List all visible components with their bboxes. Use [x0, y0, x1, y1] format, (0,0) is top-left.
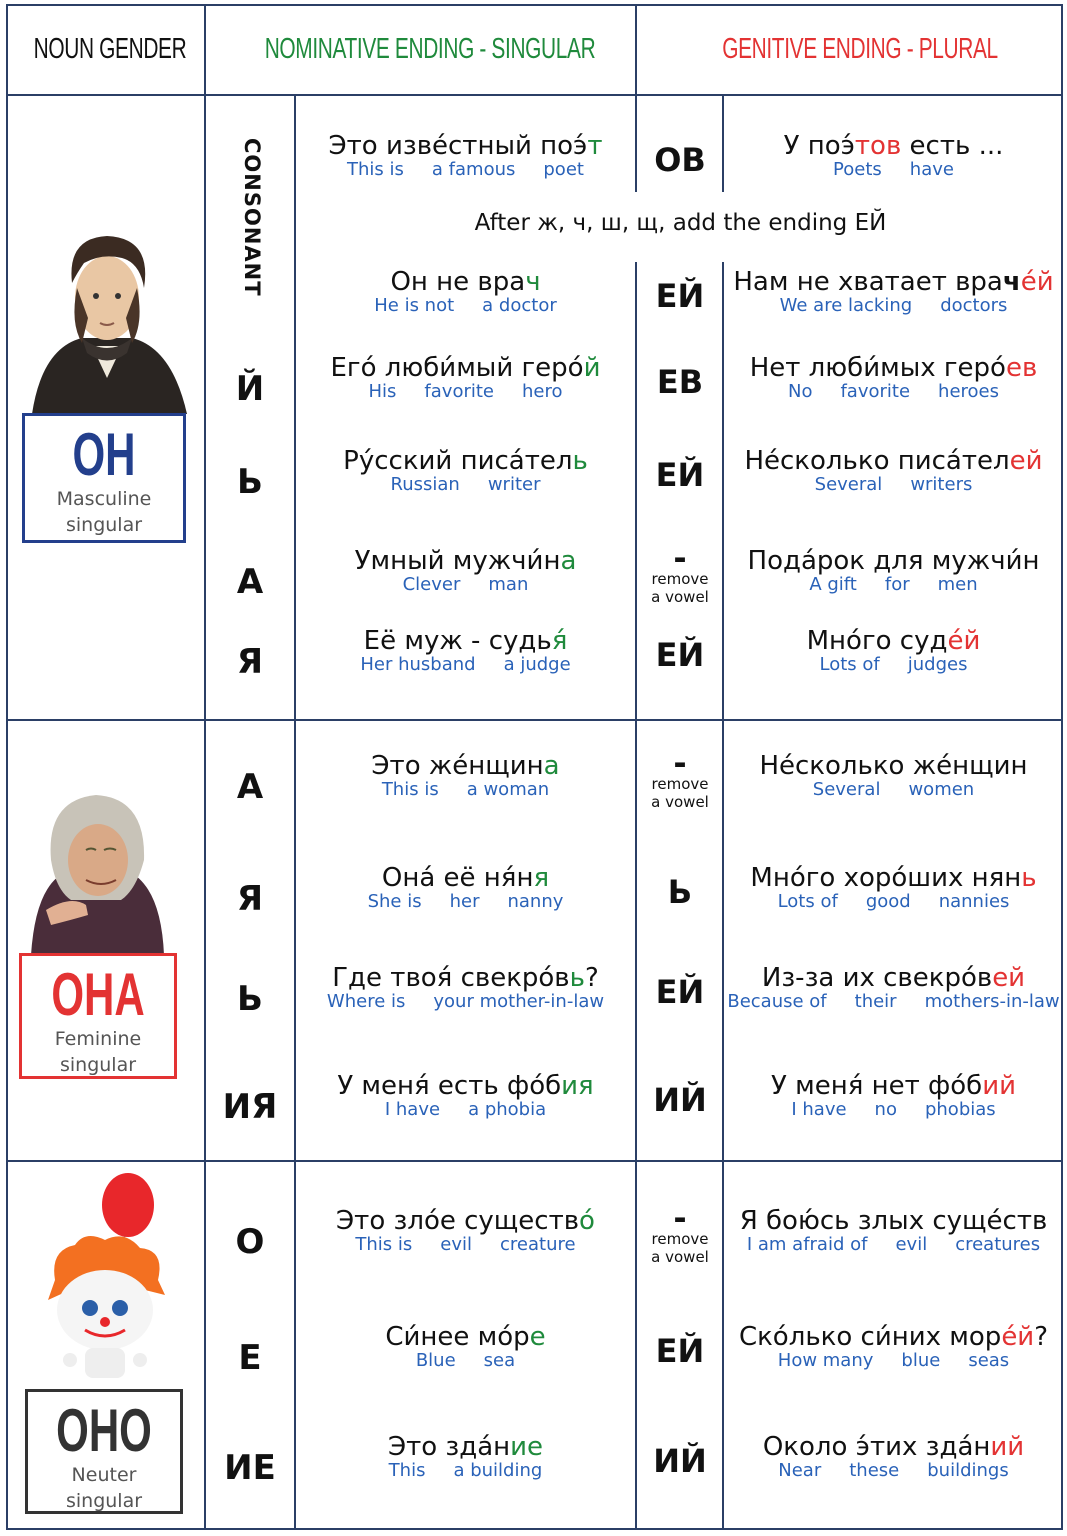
translation-word: She is: [367, 891, 422, 912]
ending-highlight: е́й: [1020, 267, 1054, 297]
translation-word: Clever: [402, 574, 461, 595]
singular-sentence: [296, 963, 635, 993]
plural-sentence: [724, 1432, 1063, 1462]
pl-ending-letter: ЕЙ: [655, 636, 705, 674]
plural-translation: [724, 1234, 1063, 1255]
translation-word: nannies: [938, 891, 1010, 912]
translation-word: Blue: [415, 1350, 456, 1371]
singular-sentence: [296, 1206, 635, 1236]
ending-highlight: ь: [1021, 863, 1037, 893]
sentence-stem: Ско́лько си́них мор: [738, 1322, 1002, 1352]
sentence-stem: Не́сколько писа́тел: [744, 446, 1010, 476]
translation-word: poet: [543, 159, 584, 180]
ending-highlight: ей: [992, 963, 1026, 993]
gender-desc: singular: [65, 514, 143, 536]
clown-illustration: [30, 1170, 180, 1390]
gender-desc: Neuter: [71, 1464, 137, 1486]
sg-ending-letter: А: [236, 562, 264, 602]
plural-translation: [724, 891, 1063, 912]
remove-text: a vowel: [651, 793, 709, 811]
singular-sentence: [296, 353, 635, 383]
pushkin-portrait: [22, 228, 192, 414]
header-noun-gender: NOUN GENDER: [33, 32, 187, 65]
translation-word: a famous: [431, 159, 516, 180]
translation-word: Lots of: [777, 891, 838, 912]
sg-ending-letter: Ь: [237, 979, 263, 1019]
translation-word: I am afraid of: [746, 1234, 868, 1255]
gender-desc: Feminine: [54, 1028, 142, 1050]
translation-word: Her husband: [360, 654, 476, 675]
pl-ending-letter: ИЙ: [653, 1442, 707, 1480]
plural-translation: [724, 779, 1063, 800]
translation-word: a judge: [503, 654, 571, 675]
translation-word: judges: [907, 654, 968, 675]
plural-sentence: [724, 751, 1063, 781]
plural-sentence: [724, 1071, 1063, 1101]
sg-ending-letter: Ь: [237, 462, 263, 502]
sentence-tail: есть ...: [901, 131, 1004, 161]
sentence-stem: Она́ её ня́н: [381, 863, 534, 893]
remove-text: remove: [651, 570, 709, 588]
singular-translation: [296, 381, 635, 402]
sentence-stem: Я бою́сь злых суще́ств: [739, 1206, 1048, 1236]
plural-sentence: [724, 1322, 1063, 1352]
translation-word: Several: [814, 474, 883, 495]
divider: [6, 719, 1063, 721]
sg-ending-letter: А: [236, 767, 264, 807]
remove-text: a vowel: [651, 1248, 709, 1266]
sentence-stem: У меня́ нет фо́б: [771, 1071, 983, 1101]
sentence-stem: У меня́ есть фо́б: [337, 1071, 562, 1101]
ending-highlight: ия: [561, 1071, 594, 1101]
sentence-stem: Мно́го хоро́ших нян: [750, 863, 1022, 893]
translation-word: Poets: [833, 159, 882, 180]
sentence-stem: У поэ́: [783, 131, 855, 161]
translation-word: seas: [968, 1350, 1010, 1371]
translation-word: a woman: [466, 779, 550, 800]
sg-ending-letter: ИЯ: [222, 1087, 278, 1127]
singular-sentence: [296, 1071, 635, 1101]
translation-word: writers: [910, 474, 973, 495]
ending-highlight: я: [533, 863, 550, 893]
translation-word: favorite: [424, 381, 494, 402]
ending-highlight: ь: [572, 446, 588, 476]
translation-word: This is: [381, 779, 439, 800]
note-after-sibilants: After ж, ч, ш, щ, add the ending ЕЙ: [474, 210, 887, 236]
translation-word: mothers-in-law: [924, 991, 1060, 1012]
plural-sentence: [724, 863, 1063, 893]
remove-vowel-note: [636, 1199, 724, 1266]
translation-word: I have: [384, 1099, 441, 1120]
sentence-stem: Он не вра: [390, 267, 526, 297]
plural-translation: [724, 474, 1063, 495]
sg-ending-letter: Я: [236, 879, 264, 919]
pl-ending-letter: ОВ: [654, 141, 706, 179]
singular-translation: [296, 295, 635, 316]
translation-word: women: [908, 779, 975, 800]
singular-translation: [296, 1234, 635, 1255]
translation-word: blue: [901, 1350, 941, 1371]
sg-ending-letter: Е: [238, 1338, 262, 1378]
singular-translation: [296, 574, 635, 595]
sentence-stem: Умный мужчи́н: [354, 546, 561, 576]
translation-word: these: [849, 1460, 900, 1481]
plural-sentence: [724, 626, 1063, 656]
sg-ending-letter: Й: [235, 369, 265, 409]
sentence-stem: Нет люби́мых геро́: [749, 353, 1006, 383]
grandmother-photo: [26, 790, 166, 955]
ending-highlight: о́: [579, 1206, 595, 1236]
dash-mark: -: [673, 539, 687, 577]
translation-word: sea: [483, 1350, 516, 1371]
dash-mark: -: [673, 1199, 687, 1237]
remove-text: remove: [651, 1230, 709, 1248]
header-nominative: NOMINATIVE ENDING - SINGULAR: [264, 32, 596, 65]
gender-desc: singular: [59, 1054, 137, 1076]
plural-sentence: [724, 546, 1063, 576]
ending-highlight: е́й: [947, 626, 981, 656]
pl-ending-letter: Ь: [667, 873, 693, 911]
translation-word: buildings: [927, 1460, 1009, 1481]
sentence-stem: Это зло́е существ: [336, 1206, 580, 1236]
singular-sentence: [296, 1322, 635, 1352]
translation-word: This is: [355, 1234, 413, 1255]
pl-ending-letter: ИЙ: [653, 1081, 707, 1119]
translation-word: a doctor: [482, 295, 557, 316]
translation-word: Several: [812, 779, 881, 800]
gender-box-neuter: [25, 1389, 183, 1514]
ending-highlight: ий: [982, 1071, 1016, 1101]
gender-word: ОНО: [56, 1397, 152, 1464]
plural-sentence: [724, 267, 1063, 297]
translation-word: doctors: [940, 295, 1008, 316]
sentence-stem: Ру́сский писа́тел: [343, 446, 573, 476]
plural-sentence: [724, 131, 1063, 161]
ending-highlight: я́: [551, 626, 568, 656]
sg-ending-letter: О: [235, 1222, 265, 1262]
plural-translation: [724, 654, 1063, 675]
singular-sentence: [296, 751, 635, 781]
singular-translation: [296, 159, 635, 180]
translation-word: creatures: [955, 1234, 1041, 1255]
translation-word: We are lacking: [779, 295, 913, 316]
sentence-stem: Мно́го суд: [806, 626, 948, 656]
gender-desc: singular: [65, 1490, 143, 1512]
gender-word: ОНА: [51, 961, 145, 1028]
translation-word: for: [884, 574, 910, 595]
remove-text: remove: [651, 775, 709, 793]
translation-word: your mother-in-law: [433, 991, 605, 1012]
singular-translation: [296, 1350, 635, 1371]
translation-word: favorite: [840, 381, 911, 402]
divider: [6, 1160, 1063, 1162]
pl-ending-letter: ЕВ: [656, 363, 704, 401]
plural-translation: [724, 991, 1063, 1012]
plural-sentence: [724, 1206, 1063, 1236]
remove-vowel-note: [636, 744, 724, 811]
translation-word: No: [787, 381, 813, 402]
translation-word: no: [874, 1099, 897, 1120]
gender-box-feminine: [19, 953, 177, 1079]
ending-highlight: ей: [1009, 446, 1043, 476]
singular-translation: [296, 654, 635, 675]
sibilant-letter: ч: [1002, 267, 1021, 297]
ending-highlight: ев: [1005, 353, 1038, 383]
plural-sentence: [724, 963, 1063, 993]
plural-translation: [724, 1350, 1063, 1371]
singular-translation: [296, 779, 635, 800]
sentence-tail: ?: [584, 963, 599, 993]
plural-translation: [724, 159, 1063, 180]
sentence-stem: Пода́рок для мужчи́н: [747, 546, 1040, 576]
sentence-stem: Около э́тих зда́н: [762, 1432, 991, 1462]
plural-translation: [724, 1099, 1063, 1120]
translation-word: Russian: [390, 474, 460, 495]
translation-word: evil: [895, 1234, 928, 1255]
pl-ending-letter: ЕЙ: [655, 277, 705, 315]
translation-word: Where is: [326, 991, 406, 1012]
gender-desc: Masculine: [56, 488, 152, 510]
sentence-stem: Си́нее мо́р: [385, 1322, 530, 1352]
sg-ending-letter: Я: [236, 642, 264, 682]
plural-sentence: [724, 353, 1063, 383]
remove-vowel-note: [636, 539, 724, 606]
pl-ending-letter: ЕЙ: [655, 973, 705, 1011]
ending-highlight: ий: [990, 1432, 1025, 1462]
plural-translation: [724, 1460, 1063, 1481]
translation-word: evil: [440, 1234, 473, 1255]
ending-highlight: т: [587, 131, 603, 161]
translation-word: hero: [522, 381, 563, 402]
sg-ending-letter: ИЕ: [224, 1448, 276, 1488]
sentence-stem: Это зда́н: [387, 1432, 511, 1462]
translation-word: creature: [500, 1234, 576, 1255]
singular-sentence: [296, 131, 635, 161]
gender-word: ОН: [72, 421, 136, 488]
translation-word: writer: [487, 474, 541, 495]
singular-sentence: [296, 1432, 635, 1462]
translation-word: He is not: [374, 295, 455, 316]
remove-text: a vowel: [651, 588, 709, 606]
singular-sentence: [296, 267, 635, 297]
translation-word: their: [854, 991, 897, 1012]
sentence-stem: Где твоя́ свекро́в: [332, 963, 570, 993]
translation-word: Lots of: [819, 654, 880, 675]
ending-highlight: е: [529, 1322, 546, 1352]
translation-word: Near: [778, 1460, 822, 1481]
sentence-tail: ?: [1034, 1322, 1049, 1352]
sentence-stem: Это изве́стный поэ́: [328, 131, 588, 161]
singular-sentence: [296, 626, 635, 656]
singular-sentence: [296, 546, 635, 576]
plural-translation: [724, 574, 1063, 595]
translation-word: a building: [453, 1460, 543, 1481]
translation-word: heroes: [938, 381, 999, 402]
translation-word: her: [449, 891, 480, 912]
plural-translation: [724, 295, 1063, 316]
ending-highlight: й: [583, 353, 601, 383]
translation-word: His: [368, 381, 397, 402]
pl-ending-letter: ЕЙ: [655, 456, 705, 494]
translation-word: phobias: [924, 1099, 996, 1120]
ending-highlight: тов: [854, 131, 902, 161]
singular-sentence: [296, 863, 635, 893]
consonant-label: CONSONANT: [240, 138, 264, 297]
sentence-stem: Её муж - судь: [363, 626, 552, 656]
translation-word: nanny: [507, 891, 564, 912]
sentence-stem: Это же́нщин: [371, 751, 544, 781]
translation-word: good: [865, 891, 911, 912]
sentence-stem: Из-за их свекро́в: [761, 963, 993, 993]
translation-word: How many: [777, 1350, 874, 1371]
translation-word: This is: [347, 159, 404, 180]
singular-translation: [296, 474, 635, 495]
header-genitive: GENITIVE ENDING - PLURAL: [722, 32, 998, 65]
translation-word: This: [388, 1460, 426, 1481]
ending-highlight: е́й: [1001, 1322, 1035, 1352]
translation-word: a phobia: [468, 1099, 547, 1120]
ending-highlight: а: [543, 751, 560, 781]
translation-word: I have: [791, 1099, 847, 1120]
singular-translation: [296, 991, 635, 1012]
singular-translation: [296, 1099, 635, 1120]
translation-word: have: [909, 159, 954, 180]
ending-highlight: ие: [510, 1432, 544, 1462]
ending-highlight: ь: [569, 963, 585, 993]
dash-mark: -: [673, 744, 687, 782]
singular-translation: [296, 891, 635, 912]
sentence-stem: Нам не хватает вра: [733, 267, 1003, 297]
ending-highlight: а: [560, 546, 577, 576]
ending-highlight: ч: [525, 267, 541, 297]
translation-word: A gift: [809, 574, 857, 595]
plural-sentence: [724, 446, 1063, 476]
translation-word: men: [937, 574, 978, 595]
translation-word: man: [488, 574, 529, 595]
plural-translation: [724, 381, 1063, 402]
singular-sentence: [296, 446, 635, 476]
pl-ending-letter: ЕЙ: [655, 1332, 705, 1370]
singular-translation: [296, 1460, 635, 1481]
sentence-stem: Его́ люби́мый геро́: [330, 353, 584, 383]
divider: [6, 94, 1063, 96]
translation-word: Because of: [727, 991, 827, 1012]
sentence-stem: Не́сколько же́нщин: [759, 751, 1028, 781]
gender-box-masculine: [22, 413, 186, 543]
